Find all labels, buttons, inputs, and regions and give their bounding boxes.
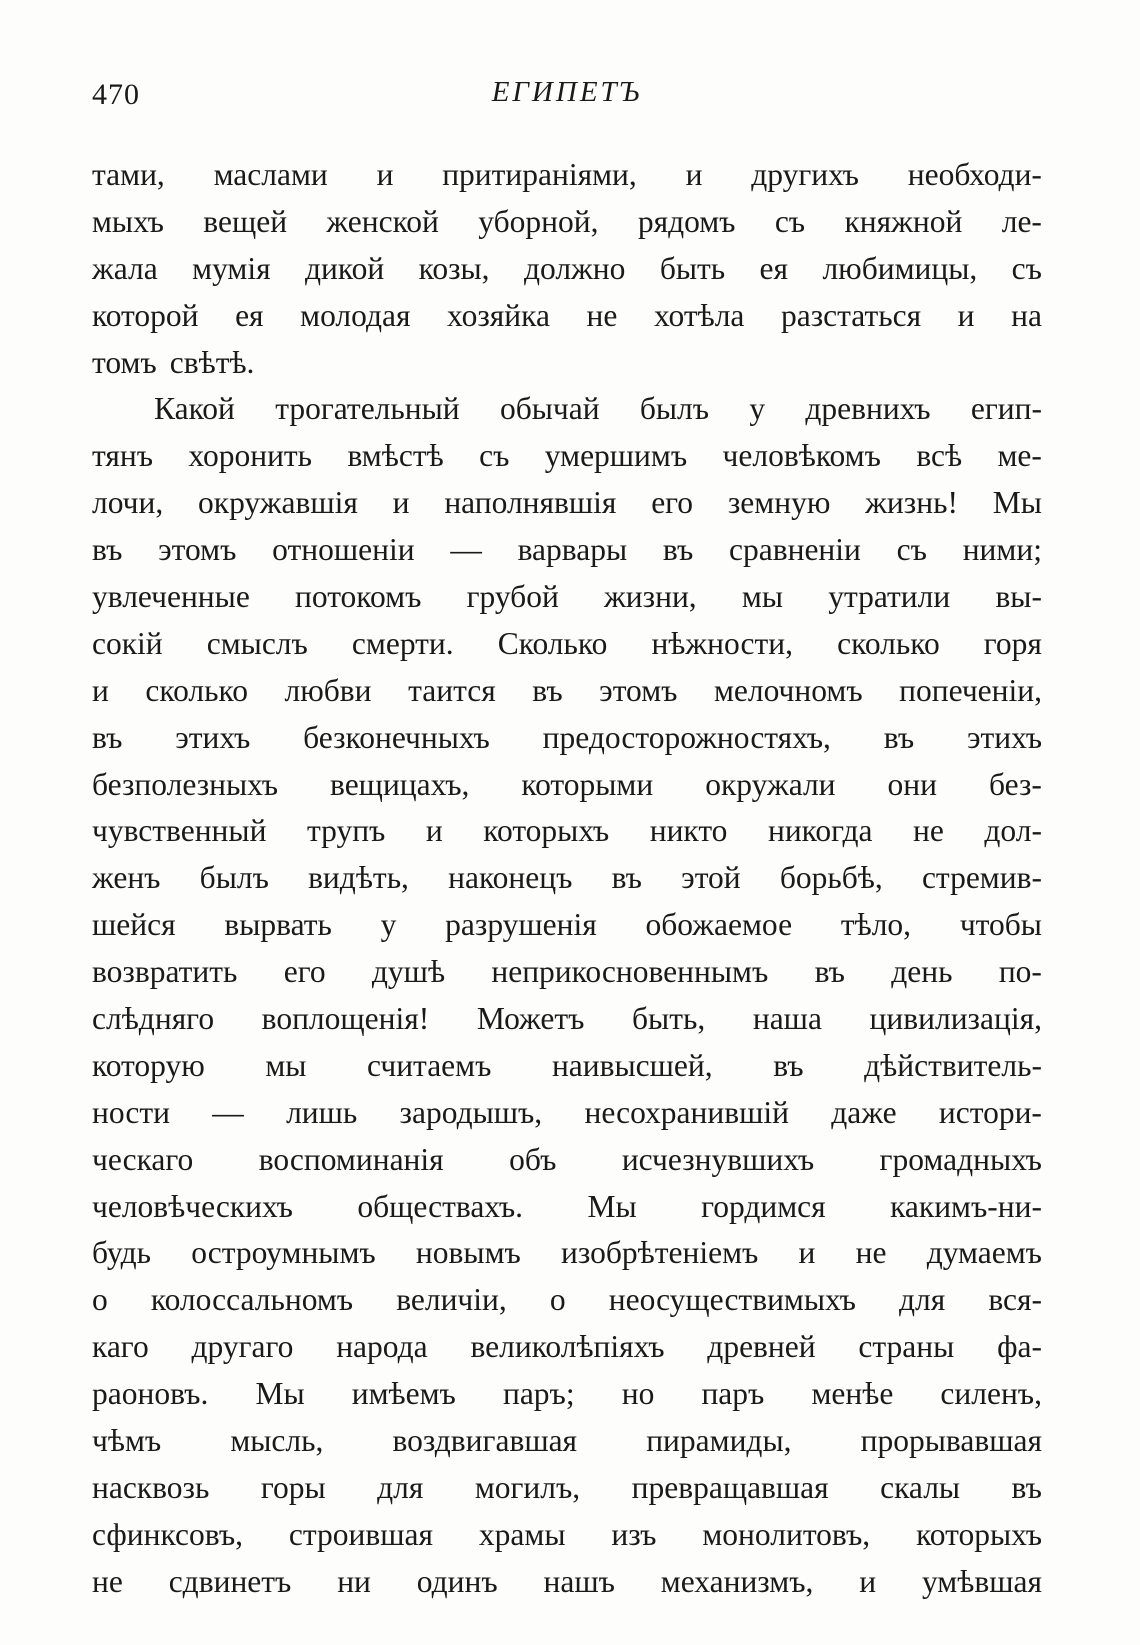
word: — bbox=[212, 1094, 244, 1130]
word: княжной bbox=[844, 203, 963, 239]
word: вырвать bbox=[224, 907, 332, 943]
word: мыхъ bbox=[92, 203, 164, 239]
word: стремив- bbox=[921, 860, 1042, 896]
word: имѣемъ bbox=[351, 1376, 456, 1412]
word: сравненіи bbox=[729, 532, 861, 568]
word: гордимся bbox=[701, 1188, 826, 1224]
word: безполезныхъ bbox=[92, 766, 279, 802]
word: сколько bbox=[837, 625, 940, 661]
word: любви bbox=[284, 672, 372, 708]
text-line bbox=[92, 808, 1042, 855]
word: жизни, bbox=[604, 579, 697, 615]
word: томъ bbox=[92, 344, 157, 380]
word: исчезнувшихъ bbox=[621, 1141, 815, 1177]
word: увлеченные bbox=[92, 579, 250, 615]
text-line bbox=[92, 1184, 1042, 1231]
word: у bbox=[380, 907, 397, 943]
word: день bbox=[891, 954, 953, 990]
word: Сколько bbox=[497, 625, 608, 661]
word: тѣло, bbox=[840, 907, 912, 943]
word: Какой bbox=[154, 391, 235, 427]
word: козы, bbox=[418, 250, 490, 286]
word: громадныхъ bbox=[879, 1141, 1042, 1177]
word: уборной, bbox=[478, 203, 599, 239]
text-line bbox=[92, 1090, 1042, 1137]
text-line bbox=[92, 855, 1042, 902]
word: пирамиды, bbox=[646, 1423, 792, 1459]
text-line bbox=[92, 1512, 1042, 1559]
word: превращавшая bbox=[631, 1469, 829, 1505]
text-line bbox=[92, 996, 1042, 1043]
word: его bbox=[651, 485, 694, 521]
word: утратили bbox=[828, 579, 951, 615]
word: этихъ bbox=[175, 719, 251, 755]
word: сфинксовъ, bbox=[92, 1516, 243, 1552]
word: въ bbox=[883, 719, 915, 755]
word: которой bbox=[92, 297, 199, 333]
word: другаго bbox=[191, 1329, 294, 1365]
text-line bbox=[92, 1371, 1042, 1418]
word: которыхъ bbox=[483, 813, 610, 849]
word: въ bbox=[92, 532, 123, 568]
word: должно bbox=[523, 250, 626, 286]
word: наполнявшія bbox=[444, 485, 617, 521]
word: шейся bbox=[92, 907, 176, 943]
word: отношеніи bbox=[272, 532, 415, 568]
word: монолитовъ, bbox=[702, 1516, 871, 1552]
word: по- bbox=[998, 954, 1042, 990]
word: и bbox=[376, 157, 394, 192]
word: они bbox=[887, 766, 938, 802]
word: ности bbox=[92, 1094, 170, 1130]
text-line bbox=[92, 949, 1042, 996]
word: этомъ bbox=[599, 672, 678, 708]
word: хоронить bbox=[188, 438, 313, 474]
word: ея bbox=[759, 250, 789, 286]
word: въ bbox=[611, 860, 642, 896]
page-number: 470 bbox=[92, 78, 140, 111]
text-line bbox=[92, 762, 1042, 809]
word: воздвигавшая bbox=[392, 1423, 578, 1459]
word: будь bbox=[92, 1235, 151, 1271]
text-line bbox=[92, 1043, 1042, 1090]
word: для bbox=[898, 1282, 946, 1318]
word: молодая bbox=[300, 297, 411, 333]
word: мумія bbox=[192, 250, 271, 286]
word: могилъ, bbox=[474, 1469, 581, 1505]
word: жала bbox=[92, 250, 158, 286]
word: никогда bbox=[767, 813, 873, 849]
text-line bbox=[92, 199, 1042, 246]
text-line bbox=[92, 574, 1042, 621]
word: нѣжности, bbox=[651, 625, 794, 661]
word: смерти. bbox=[351, 625, 454, 661]
word: умѣвшая bbox=[921, 1563, 1042, 1599]
word: воспоминанія bbox=[258, 1141, 444, 1177]
word: ме- bbox=[997, 438, 1042, 474]
word: былъ bbox=[199, 860, 269, 896]
word: предосторожностяхъ, bbox=[542, 719, 831, 755]
word: думаемъ bbox=[926, 1235, 1042, 1271]
word: раоновъ. bbox=[92, 1376, 209, 1412]
text-line bbox=[92, 902, 1042, 949]
word: даже bbox=[831, 1094, 897, 1130]
word: чувственный bbox=[92, 813, 267, 849]
word: прорывавшая bbox=[860, 1423, 1042, 1459]
word: не bbox=[586, 297, 618, 333]
text-line bbox=[92, 480, 1042, 527]
word: о bbox=[549, 1282, 566, 1318]
page-header bbox=[92, 78, 1042, 118]
word: сокій bbox=[92, 625, 163, 661]
word: обществахъ. bbox=[357, 1188, 524, 1224]
word: жизнь! bbox=[865, 485, 958, 521]
word: которыхъ bbox=[916, 1516, 1042, 1552]
word: и bbox=[685, 157, 703, 192]
word: зародышъ, bbox=[399, 1094, 543, 1130]
word: вещей bbox=[203, 203, 288, 239]
word: величіи, bbox=[396, 1282, 507, 1318]
word: возвратить bbox=[92, 954, 238, 990]
word: вмѣстѣ bbox=[347, 438, 444, 474]
word: нашъ bbox=[543, 1563, 615, 1599]
word: скалы bbox=[880, 1469, 961, 1505]
word: маслами bbox=[213, 157, 328, 192]
word: несохранившій bbox=[584, 1094, 789, 1130]
word: былъ bbox=[639, 391, 710, 427]
word: Мы bbox=[992, 485, 1042, 521]
word: Можетъ bbox=[476, 1001, 585, 1037]
text-line bbox=[92, 621, 1042, 668]
word: наконецъ bbox=[448, 860, 573, 896]
word: храмы bbox=[478, 1516, 566, 1552]
word: тами, bbox=[92, 157, 165, 192]
word: о bbox=[92, 1282, 108, 1318]
word: древней bbox=[707, 1329, 816, 1365]
word: мелочномъ bbox=[713, 672, 863, 708]
word: ле- bbox=[1001, 203, 1042, 239]
text-line bbox=[92, 668, 1042, 715]
word: каго bbox=[92, 1329, 149, 1365]
word: этой bbox=[681, 860, 741, 896]
word: лочи, bbox=[92, 485, 164, 521]
text-line bbox=[92, 386, 1042, 433]
text-line bbox=[92, 1465, 1042, 1512]
word: рядомъ bbox=[637, 203, 736, 239]
word: мысль, bbox=[230, 1423, 324, 1459]
word: тянъ bbox=[92, 438, 153, 474]
word: безконечныхъ bbox=[303, 719, 490, 755]
word: и bbox=[798, 1235, 816, 1271]
word: паръ; bbox=[502, 1376, 575, 1412]
word: не bbox=[913, 813, 944, 849]
word: варвары bbox=[517, 532, 628, 568]
word: — bbox=[450, 532, 482, 568]
word: лишь bbox=[286, 1094, 358, 1130]
word: Мы bbox=[255, 1376, 305, 1412]
word: у bbox=[749, 391, 766, 427]
word: древнихъ bbox=[805, 391, 931, 427]
word: въ bbox=[92, 719, 123, 755]
word: мы bbox=[265, 1047, 307, 1083]
word: въ bbox=[532, 672, 563, 708]
text-line bbox=[92, 527, 1042, 574]
word: и bbox=[392, 485, 410, 521]
text-line bbox=[92, 1230, 1042, 1277]
word: паръ bbox=[701, 1376, 765, 1412]
word: трупъ bbox=[306, 813, 386, 849]
word: народа bbox=[336, 1329, 428, 1365]
text-line bbox=[92, 1418, 1042, 1465]
word: хозяйка bbox=[447, 297, 550, 333]
word: съ bbox=[479, 438, 510, 474]
word: потокомъ bbox=[295, 579, 422, 615]
word: грубой bbox=[466, 579, 559, 615]
word: человѣкомъ bbox=[722, 438, 881, 474]
word: разрушенія bbox=[445, 907, 597, 943]
word: разстаться bbox=[781, 297, 922, 333]
word: новымъ bbox=[415, 1235, 521, 1271]
word: но bbox=[621, 1376, 655, 1412]
word: Мы bbox=[587, 1188, 637, 1224]
word: без- bbox=[989, 766, 1042, 802]
word: объ bbox=[509, 1141, 557, 1177]
word: трогательный bbox=[275, 391, 460, 427]
text-line bbox=[92, 1559, 1042, 1606]
word: и bbox=[859, 1563, 877, 1599]
word: не bbox=[855, 1235, 887, 1271]
word: неприкосновеннымъ bbox=[491, 954, 769, 990]
word: наша bbox=[752, 1001, 822, 1037]
word: насквозь bbox=[92, 1469, 210, 1505]
text-line bbox=[92, 1137, 1042, 1184]
text-line bbox=[92, 433, 1042, 480]
text-line bbox=[92, 1324, 1042, 1371]
running-title: ЕГИПЕТЪ bbox=[491, 76, 643, 108]
word: цивилизація, bbox=[869, 1001, 1042, 1037]
word: хотѣла bbox=[653, 297, 745, 333]
word: смыслъ bbox=[206, 625, 308, 661]
word: изъ bbox=[611, 1516, 657, 1552]
word: не bbox=[92, 1563, 123, 1599]
word: которую bbox=[92, 1047, 205, 1083]
word: таится bbox=[408, 672, 496, 708]
word: какимъ-ни- bbox=[890, 1188, 1042, 1224]
word: дол- bbox=[984, 813, 1042, 849]
word: земную bbox=[727, 485, 831, 521]
word: и bbox=[425, 813, 443, 849]
word: слѣдняго bbox=[92, 1001, 215, 1037]
word: ея bbox=[235, 297, 264, 333]
text-line bbox=[92, 293, 1042, 340]
word: свѣтѣ. bbox=[169, 344, 255, 380]
word: умершимъ bbox=[544, 438, 688, 474]
word: изобрѣтеніемъ bbox=[561, 1235, 759, 1271]
word: дѣйствитель- bbox=[864, 1047, 1042, 1083]
word: ними; bbox=[962, 532, 1042, 568]
word: силенъ, bbox=[940, 1376, 1042, 1412]
text-line bbox=[92, 340, 1042, 387]
word: съ bbox=[774, 203, 806, 239]
word: женской bbox=[326, 203, 439, 239]
body-text bbox=[92, 152, 1042, 1606]
word: чтобы bbox=[959, 907, 1042, 943]
text-line bbox=[92, 246, 1042, 293]
word: менѣе bbox=[811, 1376, 894, 1412]
text-line bbox=[92, 1277, 1042, 1324]
text-line bbox=[92, 152, 1042, 199]
word: видѣть, bbox=[308, 860, 409, 896]
word: мы bbox=[741, 579, 783, 615]
word: душѣ bbox=[371, 954, 446, 990]
word: этомъ bbox=[158, 532, 237, 568]
word: сдвинетъ bbox=[168, 1563, 292, 1599]
word: всѣ bbox=[916, 438, 963, 474]
word: необходи- bbox=[907, 157, 1042, 192]
word: этихъ bbox=[967, 719, 1042, 755]
word: вы- bbox=[995, 579, 1042, 615]
word: съ bbox=[896, 532, 927, 568]
word: окружали bbox=[705, 766, 836, 802]
word: другихъ bbox=[751, 157, 859, 192]
word: горя bbox=[983, 625, 1042, 661]
word: въ bbox=[814, 954, 845, 990]
word: воплощенія! bbox=[261, 1001, 430, 1037]
word: человѣческихъ bbox=[92, 1188, 293, 1224]
word: и bbox=[92, 672, 109, 708]
word: горы bbox=[260, 1469, 326, 1505]
word: строившая bbox=[288, 1516, 433, 1552]
word: дикой bbox=[305, 250, 385, 286]
word: ни bbox=[337, 1563, 371, 1599]
word: на bbox=[1011, 297, 1042, 333]
word: и bbox=[957, 297, 975, 333]
word: борьбѣ, bbox=[779, 860, 883, 896]
word: ческаго bbox=[92, 1141, 194, 1177]
word: наивысшей, bbox=[551, 1047, 713, 1083]
word: истори- bbox=[938, 1094, 1042, 1130]
word: неосуществимыхъ bbox=[608, 1282, 856, 1318]
word: вещицахъ, bbox=[330, 766, 470, 802]
word: остроумнымъ bbox=[191, 1235, 376, 1271]
word: которыми bbox=[521, 766, 654, 802]
word: колоссальномъ bbox=[150, 1282, 354, 1318]
word: притираніями, bbox=[442, 157, 637, 192]
word: фа- bbox=[997, 1329, 1042, 1365]
word: обожаемое bbox=[645, 907, 793, 943]
word: чѣмъ bbox=[92, 1423, 162, 1459]
word: никто bbox=[649, 813, 728, 849]
word: окружавшія bbox=[198, 485, 358, 521]
word: егип- bbox=[970, 391, 1042, 427]
word: одинъ bbox=[416, 1563, 498, 1599]
word: для bbox=[377, 1469, 424, 1505]
word: женъ bbox=[92, 860, 161, 896]
text-line bbox=[92, 715, 1042, 762]
word: съ bbox=[1011, 250, 1042, 286]
word: страны bbox=[858, 1329, 955, 1365]
word: сколько bbox=[145, 672, 248, 708]
word: считаемъ bbox=[367, 1047, 492, 1083]
word: вся- bbox=[988, 1282, 1042, 1318]
word: механизмъ, bbox=[660, 1563, 814, 1599]
word: обычай bbox=[499, 391, 600, 427]
word: въ bbox=[662, 532, 694, 568]
word: въ bbox=[773, 1047, 804, 1083]
word: въ bbox=[1011, 1469, 1042, 1505]
word: попеченіи, bbox=[899, 672, 1042, 708]
word: его bbox=[283, 954, 326, 990]
word: быть, bbox=[632, 1001, 706, 1037]
word: любимицы, bbox=[822, 250, 978, 286]
word: быть bbox=[659, 250, 726, 286]
word: великолѣпіяхъ bbox=[470, 1329, 665, 1365]
